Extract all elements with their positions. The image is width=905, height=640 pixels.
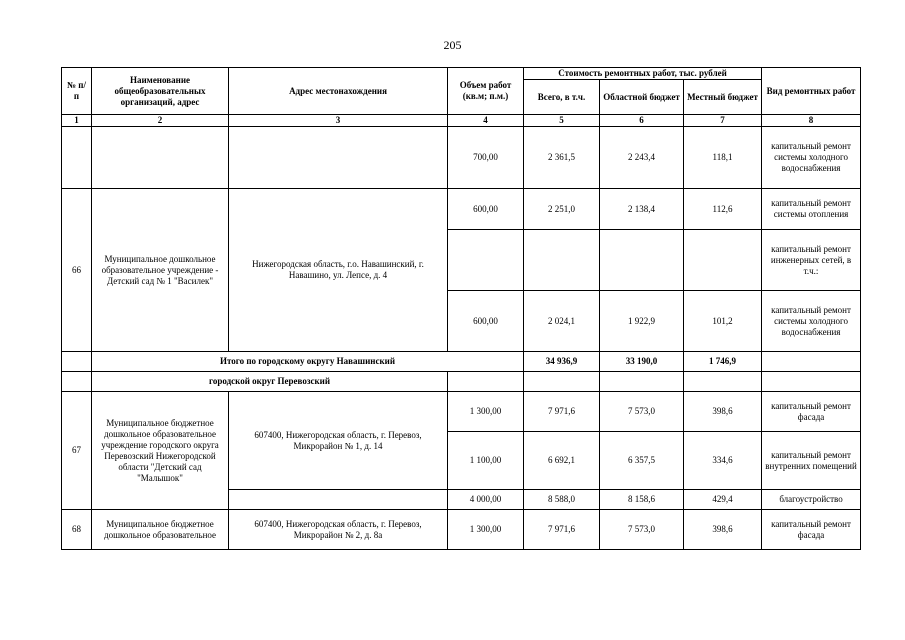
page-number: 205 [443,38,462,52]
header-col-regional: Областной бюджет [600,80,684,115]
header-col-type: Вид ремонтных работ [762,68,861,115]
volume-cell: 600,00 [448,291,524,352]
num-cell: 66 [62,189,92,352]
volume-cell: 600,00 [448,189,524,230]
volume-cell: 1 100,00 [448,432,524,490]
table-row [62,510,861,550]
total-label: Итого по городскому округу Навашинский [92,352,524,372]
num-cell [62,352,92,372]
column-number: 4 [448,115,524,127]
table-row [62,392,861,432]
column-number: 8 [762,115,861,127]
volume-cell: 4 000,00 [448,490,524,510]
address-cell [229,490,448,510]
org-cell: Муниципальное бюджетное дошкольное образовательное учреждение городского округа Перевозский Нижегородской области "Детский сад "Малышок" [92,392,229,510]
volume-cell [448,372,524,392]
volume-cell: 1 300,00 [448,510,524,550]
address-cell [229,127,448,189]
address-cell: 607400, Нижегородская область, г. Перевоз, Микрорайон № 2, д. 8а [229,510,448,550]
local-cell: 334,6 [684,432,762,490]
table-row [62,189,861,230]
column-number: 2 [92,115,229,127]
total-cell: 6 692,1 [524,432,600,490]
local-cell: 101,2 [684,291,762,352]
regional-cell: 2 138,4 [600,189,684,230]
column-number: 5 [524,115,600,127]
local-cell [684,230,762,291]
column-number: 1 [62,115,92,127]
total-sum: 34 936,9 [524,352,600,372]
total-row [62,352,861,372]
regional-cell: 7 573,0 [600,510,684,550]
volume-cell: 1 300,00 [448,392,524,432]
org-cell: Муниципальное дошкольное образовательное учреждение - Детский сад № 1 "Василек" [92,189,229,352]
local-cell: 112,6 [684,189,762,230]
header-col-total: Всего, в т.ч. [524,80,600,115]
volume-cell: 700,00 [448,127,524,189]
total-regional: 33 190,0 [600,352,684,372]
num-cell: 67 [62,392,92,510]
num-cell [62,127,92,189]
total-cell: 2 024,1 [524,291,600,352]
column-number: 7 [684,115,762,127]
total-cell [524,372,600,392]
total-cell: 7 971,6 [524,510,600,550]
header-col-num: № п/п [62,68,92,115]
total-cell: 7 971,6 [524,392,600,432]
total-cell: 2 361,5 [524,127,600,189]
regional-cell [600,230,684,291]
district-row [62,372,861,392]
org-cell: Муниципальное бюджетное дошкольное образовательное [92,510,229,550]
header-col-volume: Объем работ (кв.м; п.м.) [448,68,524,115]
org-cell [92,127,229,189]
regional-cell: 2 243,4 [600,127,684,189]
header-col-local: Местный бюджет [684,80,762,115]
num-cell [62,372,92,392]
regional-cell: 7 573,0 [600,392,684,432]
column-number: 3 [229,115,448,127]
table-row [62,127,861,189]
local-cell: 429,4 [684,490,762,510]
local-cell: 398,6 [684,510,762,550]
work-type-cell: капитальный ремонт фасада [762,510,861,550]
header-col-org: Наименование общеобразовательных организаций, адрес [92,68,229,115]
work-type-cell: капитальный ремонт системы отопления [762,189,861,230]
regional-cell: 8 158,6 [600,490,684,510]
total-cell: 2 251,0 [524,189,600,230]
work-type-cell: капитальный ремонт внутренних помещений [762,432,861,490]
total-cell: 8 588,0 [524,490,600,510]
header-col-address: Адрес местонахождения [229,68,448,115]
work-type-cell [762,352,861,372]
work-type-cell: благоустройство [762,490,861,510]
address-cell: Нижегородская область, г.о. Навашинский, г. Навашино, ул. Лепсе, д. 4 [229,189,448,352]
total-local: 1 746,9 [684,352,762,372]
num-cell: 68 [62,510,92,550]
district-label: городской округ Перевозский [92,372,448,392]
local-cell: 118,1 [684,127,762,189]
volume-cell [448,230,524,291]
regional-cell: 1 922,9 [600,291,684,352]
repair-works-table [61,67,861,550]
local-cell: 398,6 [684,392,762,432]
work-type-cell: капитальный ремонт системы холодного водоснабжения [762,291,861,352]
regional-cell: 6 357,5 [600,432,684,490]
work-type-cell [762,372,861,392]
work-type-cell: капитальный ремонт инженерных сетей, в т.ч.: [762,230,861,291]
header-cost-group: Стоимость ремонтных работ, тыс. рублей [524,68,762,80]
total-cell [524,230,600,291]
column-number: 6 [600,115,684,127]
work-type-cell: капитальный ремонт системы холодного водоснабжения [762,127,861,189]
local-cell [684,372,762,392]
address-cell: 607400, Нижегородская область, г. Перевоз, Микрорайон № 1, д. 14 [229,392,448,490]
regional-cell [600,372,684,392]
work-type-cell: капитальный ремонт фасада [762,392,861,432]
